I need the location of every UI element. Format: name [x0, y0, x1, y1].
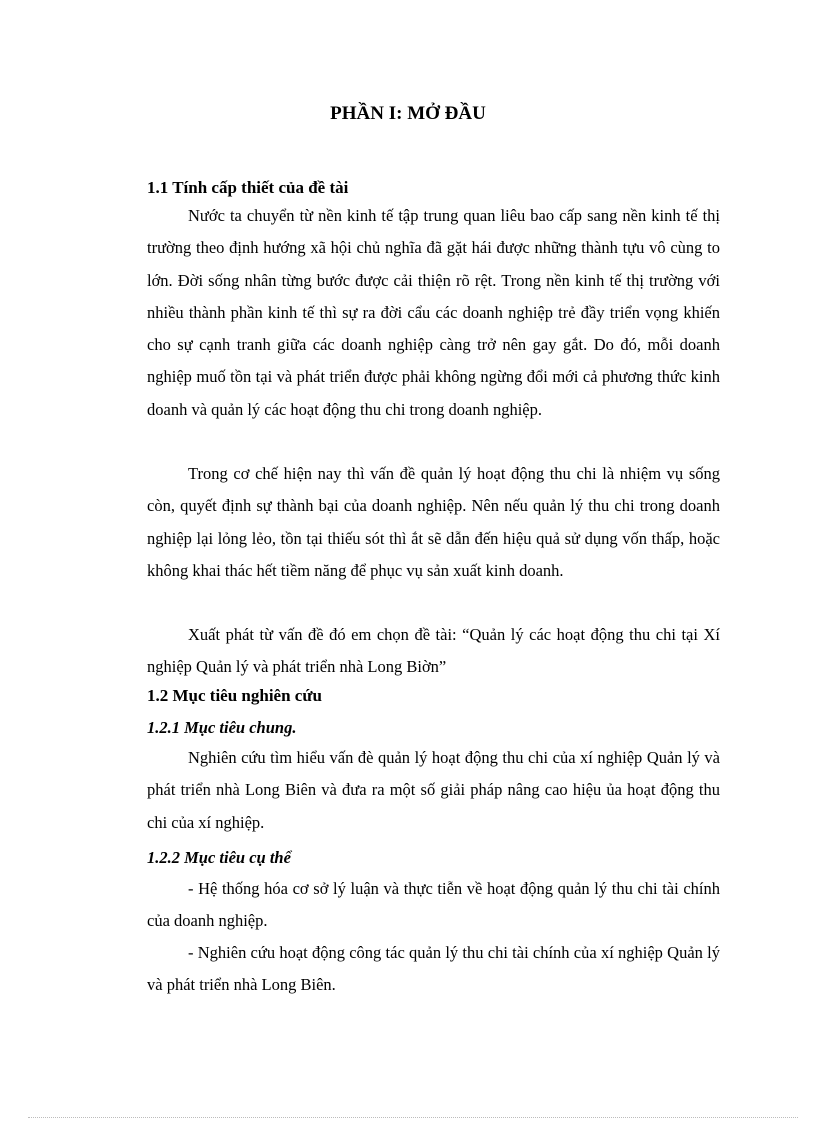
- section-heading-1-2: 1.2 Mục tiêu nghiên cứu: [147, 686, 323, 705]
- section-heading-1-1: 1.1 Tính cấp thiết của đề tài: [147, 178, 349, 197]
- paragraph-context: Nước ta chuyển từ nền kinh tế tập trung quan liêu bao cấp sang nền kinh tế thị trường theo định hướng xã hội chủ nghĩa đã gặt hái được những thành tựu vô cùng to lớn. Đời sống nhân từng bước được cải thiện rõ rệt. Trong nền kinh tế thị trường với nhiều thành phần kinh tế thì sự ra đời cẩu các doanh nghiệp trẻ đầy triển vọng khiến cho sự cạnh tranh giữa các doanh nghiệp càng trở nên gay gắt. Do đó, mỗi doanh nghiệp muố tồn tại và phát triển được phải không ngừng đổi mới cả phương thức kinh doanh và quản lý các hoạt động thu chi trong doanh nghiệp.: [147, 206, 720, 419]
- paragraph-importance: Trong cơ chế hiện nay thì vấn đề quản lý hoạt động thu chi là nhiệm vụ sống còn, quyết định sự thành bại của doanh nghiệp. Nên nếu quản lý thu chi trong doanh nghiệp lại lỏng lẻo, tồn tại thiếu sót thì ắt sẽ dẫn đến hiệu quả sử dụng vốn thấp, hoặc không khai thác hết tiềm năng để phục vụ sản xuất kinh doanh.: [147, 464, 720, 580]
- page-bottom-divider: [28, 1117, 798, 1118]
- list-item-objective-2: - Nghiên cứu hoạt động công tác quản lý thu chi tài chính của xí nghiệp Quản lý và phát triển nhà Long Biên.: [147, 943, 720, 995]
- list-item-objective-1: - Hệ thống hóa cơ sở lý luận và thực tiễn về hoạt động quản lý thu chi tài chính của doanh nghiệp.: [147, 879, 720, 931]
- paragraph-general-objective: Nghiên cứu tìm hiểu vấn đè quản lý hoạt động thu chi của xí nghiệp Quản lý và phát triển nhà Long Biên và đưa ra một số giải pháp nâng cao hiệu ủa hoạt động thu chi của xí nghiệp.: [147, 748, 720, 832]
- subsection-heading-1-2-1: 1.2.1 Mục tiêu chung.: [147, 718, 297, 737]
- subsection-heading-1-2-2: 1.2.2 Mục tiêu cụ thể: [147, 848, 291, 867]
- paragraph-topic-choice: Xuất phát từ vấn đề đó em chọn đề tài: “Quản lý các hoạt động thu chi tại Xí nghiệp Quản lý và phát triển nhà Long Biờn”: [147, 625, 720, 677]
- page-title: PHẦN I: MỞ ĐẦU: [330, 103, 486, 124]
